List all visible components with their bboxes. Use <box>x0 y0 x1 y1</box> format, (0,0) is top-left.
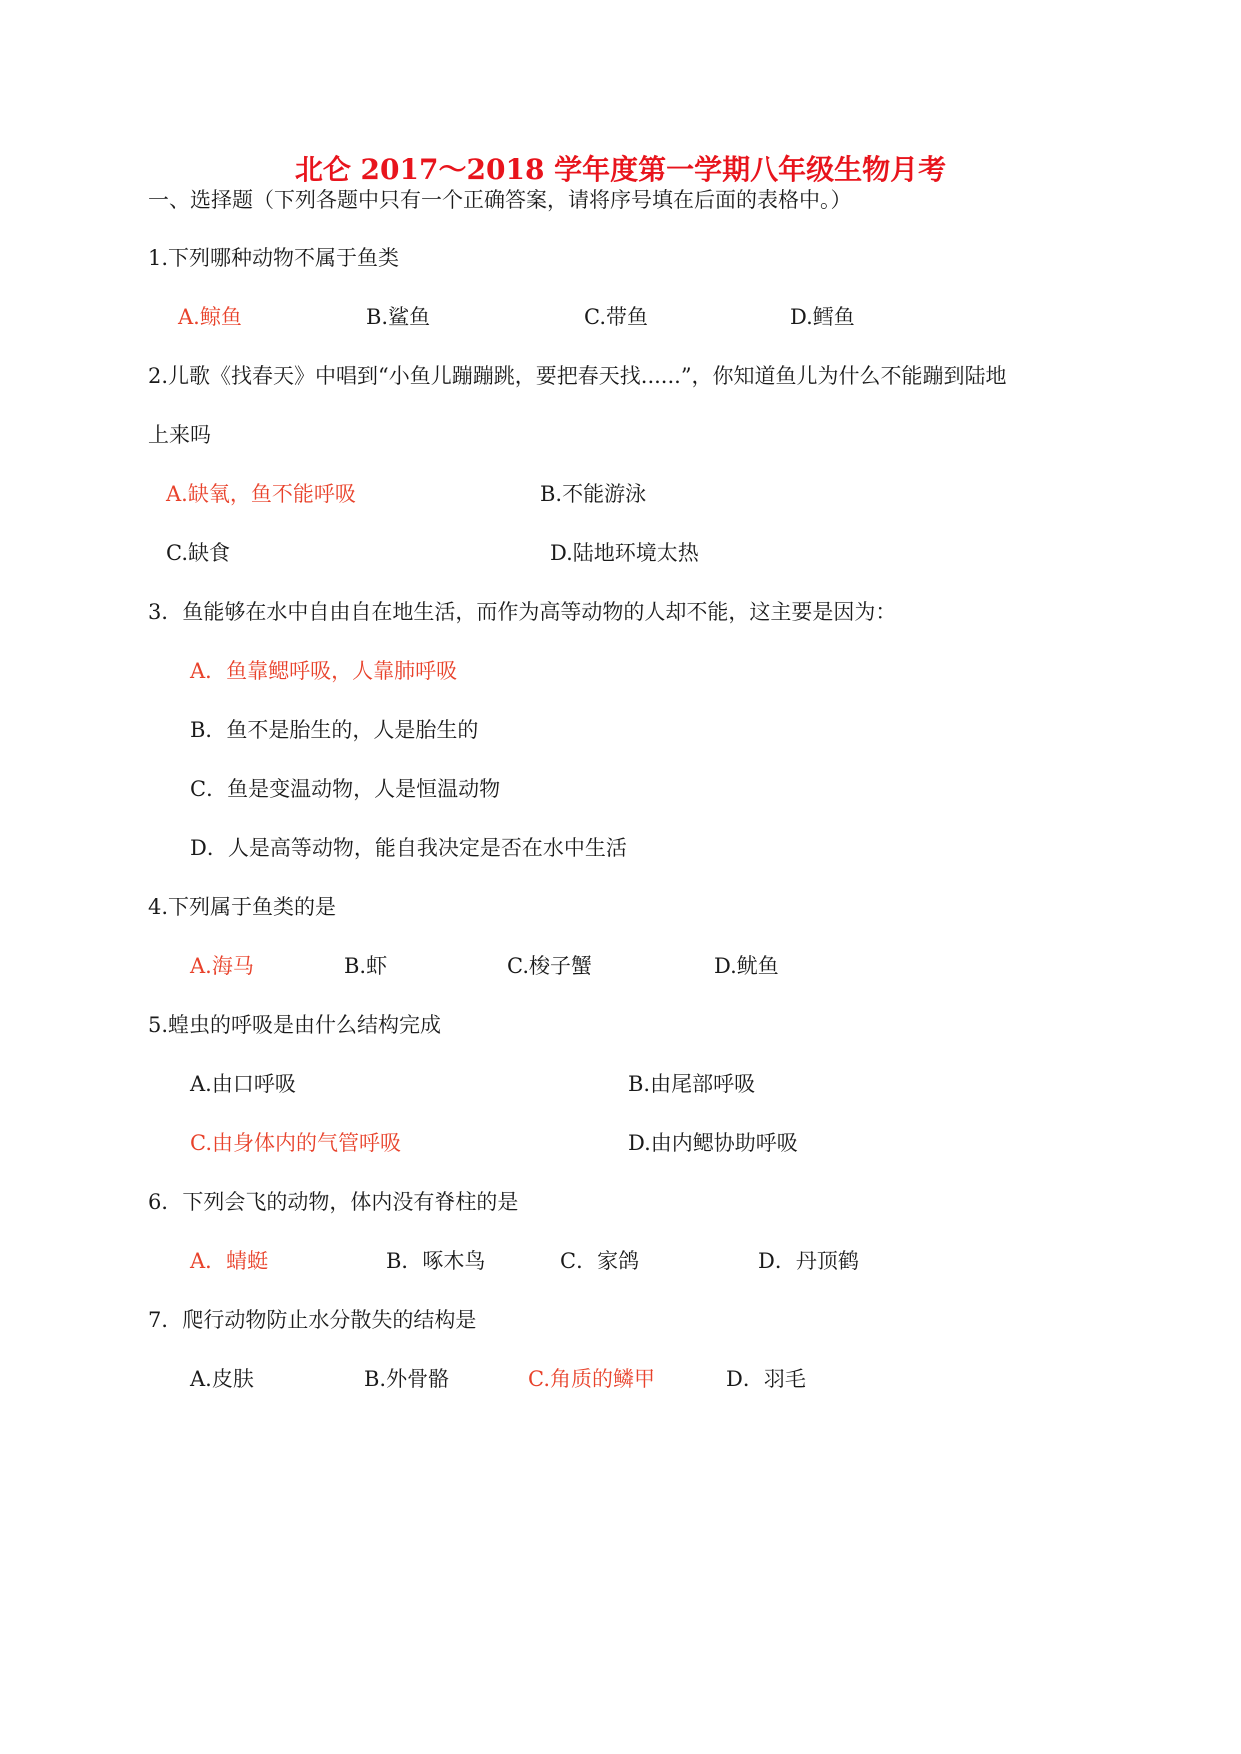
question-4-option-a: A.海马 <box>190 954 254 978</box>
question-5-option-d: D.由内鳃协助呼吸 <box>628 1131 798 1155</box>
question-6-option-a: A．蜻蜓 <box>190 1249 269 1273</box>
question-7-option-d: D．羽毛 <box>726 1367 806 1391</box>
question-2-option-d: D.陆地环境太热 <box>550 541 699 565</box>
question-3-option-a: A．鱼靠鳃呼吸，人靠肺呼吸 <box>190 659 458 683</box>
question-4-option-b: B.虾 <box>344 954 388 978</box>
section-heading: 一、选择题（下列各题中只有一个正确答案，请将序号填在后面的表格中。） <box>148 188 852 212</box>
question-1-option-d: D.鳕鱼 <box>790 305 855 329</box>
question-6-option-d: D．丹顶鹤 <box>758 1249 859 1273</box>
question-4-option-c: C.梭子蟹 <box>507 954 592 978</box>
question-5-option-b: B.由尾部呼吸 <box>628 1072 756 1096</box>
question-5-stem: 5.蝗虫的呼吸是由什么结构完成 <box>148 1013 442 1037</box>
question-6-option-b: B．啄木鸟 <box>386 1249 486 1273</box>
question-2-stem-continued: 上来吗 <box>148 423 211 447</box>
question-4-stem: 4.下列属于鱼类的是 <box>148 895 337 919</box>
question-2-option-a: A.缺氧，鱼不能呼吸 <box>166 482 356 506</box>
question-5-option-a: A.由口呼吸 <box>190 1072 296 1096</box>
question-4-option-d: D.鱿鱼 <box>714 954 779 978</box>
question-1-option-c: C.带鱼 <box>584 305 648 329</box>
question-7-stem: 7．爬行动物防止水分散失的结构是 <box>148 1308 477 1332</box>
question-3-option-b: B．鱼不是胎生的，人是胎生的 <box>190 718 479 742</box>
question-3-option-c: C．鱼是变温动物，人是恒温动物 <box>190 777 501 801</box>
question-7-option-b: B.外骨骼 <box>364 1367 450 1391</box>
question-7-option-a: A.皮肤 <box>190 1367 254 1391</box>
question-1-stem: 1.下列哪种动物不属于鱼类 <box>148 246 400 270</box>
question-6-option-c: C．家鸽 <box>560 1249 640 1273</box>
question-6-stem: 6．下列会飞的动物，体内没有脊柱的是 <box>148 1190 519 1214</box>
question-3-stem: 3．鱼能够在水中自由自在地生活，而作为高等动物的人却不能，这主要是因为： <box>148 600 897 624</box>
question-2-option-b: B.不能游泳 <box>540 482 647 506</box>
question-5-option-c: C.由身体内的气管呼吸 <box>190 1131 401 1155</box>
question-2-option-c: C.缺食 <box>166 541 230 565</box>
question-3-option-d: D．人是高等动物，能自我决定是否在水中生活 <box>190 836 627 860</box>
question-1-option-b: B.鲨鱼 <box>366 305 431 329</box>
question-7-option-c: C.角质的鳞甲 <box>528 1367 655 1391</box>
page-title: 北仑 2017～2018 学年度第一学期八年级生物月考 <box>294 153 947 186</box>
question-2-stem: 2.儿歌《找春天》中唱到“小鱼儿蹦蹦跳，要把春天找......”，你知道鱼儿为什么不能蹦到陆地 <box>148 364 1007 388</box>
question-1-option-a: A.鲸鱼 <box>178 305 242 329</box>
